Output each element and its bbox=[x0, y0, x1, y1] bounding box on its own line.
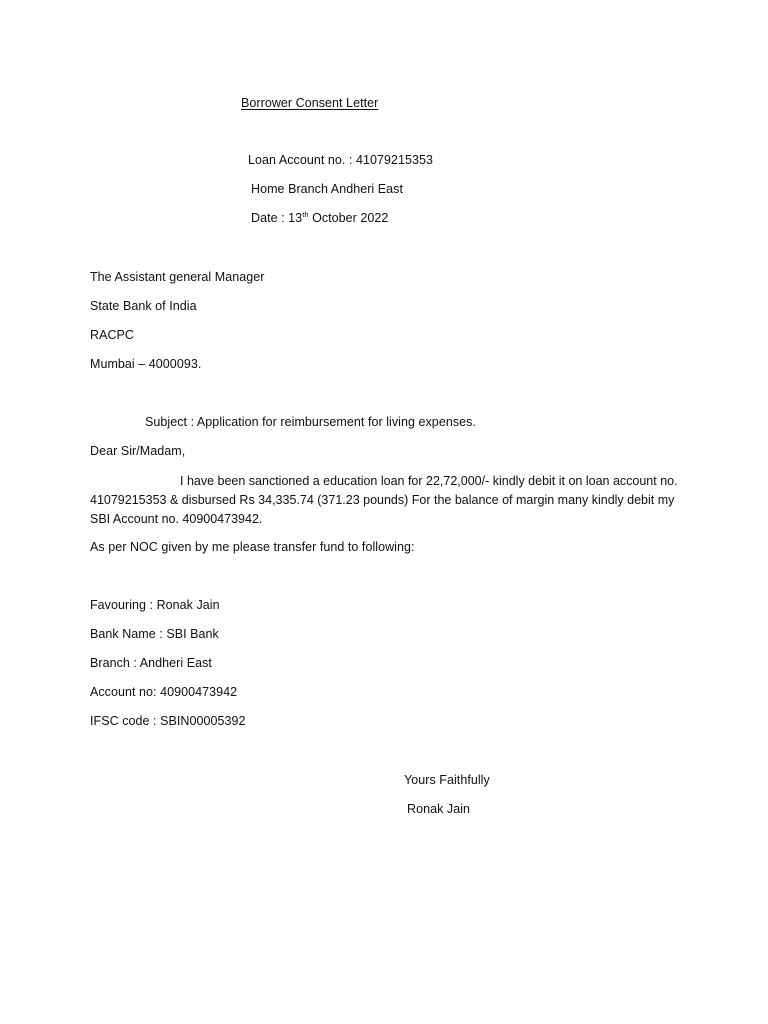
branch-line: Branch : Andheri East bbox=[90, 656, 212, 670]
noc-line: As per NOC given by me please transfer fund to following: bbox=[90, 540, 415, 554]
recipient-line-3: RACPC bbox=[90, 328, 135, 342]
signatory-name: Ronak Jain bbox=[407, 802, 471, 816]
recipient-line-4: Mumbai – 4000093. bbox=[90, 357, 202, 371]
body-paragraph bbox=[90, 472, 680, 529]
salutation: Dear Sir/Madam, bbox=[90, 444, 186, 458]
date-prefix: Date : 13 bbox=[251, 211, 303, 225]
date-month-year: October 2022 bbox=[308, 211, 389, 225]
letter-title: Borrower Consent Letter bbox=[241, 96, 379, 110]
ifsc-code-line: IFSC code : SBIN00005392 bbox=[90, 714, 246, 728]
closing-line: Yours Faithfully bbox=[404, 773, 490, 787]
date-line bbox=[251, 210, 388, 226]
recipient-line-1: The Assistant general Manager bbox=[90, 270, 265, 284]
home-branch-line: Home Branch Andheri East bbox=[251, 182, 403, 196]
subject-line: Subject : Application for reimbursement for living expenses. bbox=[145, 415, 476, 429]
favouring-line: Favouring : Ronak Jain bbox=[90, 598, 220, 612]
loan-account-line: Loan Account no. : 41079215353 bbox=[248, 153, 433, 167]
date-ordinal-suffix: th bbox=[302, 210, 309, 219]
bank-name-line: Bank Name : SBI Bank bbox=[90, 627, 219, 641]
body-paragraph-text: I have been sanctioned a education loan for 22,72,000/- kindly debit it on loan account no. 41079215353 & disbursed Rs 34,335.74 (371.23 pounds) For the balance of margin many kindly debit my SBI Account no. 40900473942. bbox=[90, 474, 678, 526]
account-number-line: Account no: 40900473942 bbox=[90, 685, 238, 699]
recipient-line-2: State Bank of India bbox=[90, 299, 197, 313]
